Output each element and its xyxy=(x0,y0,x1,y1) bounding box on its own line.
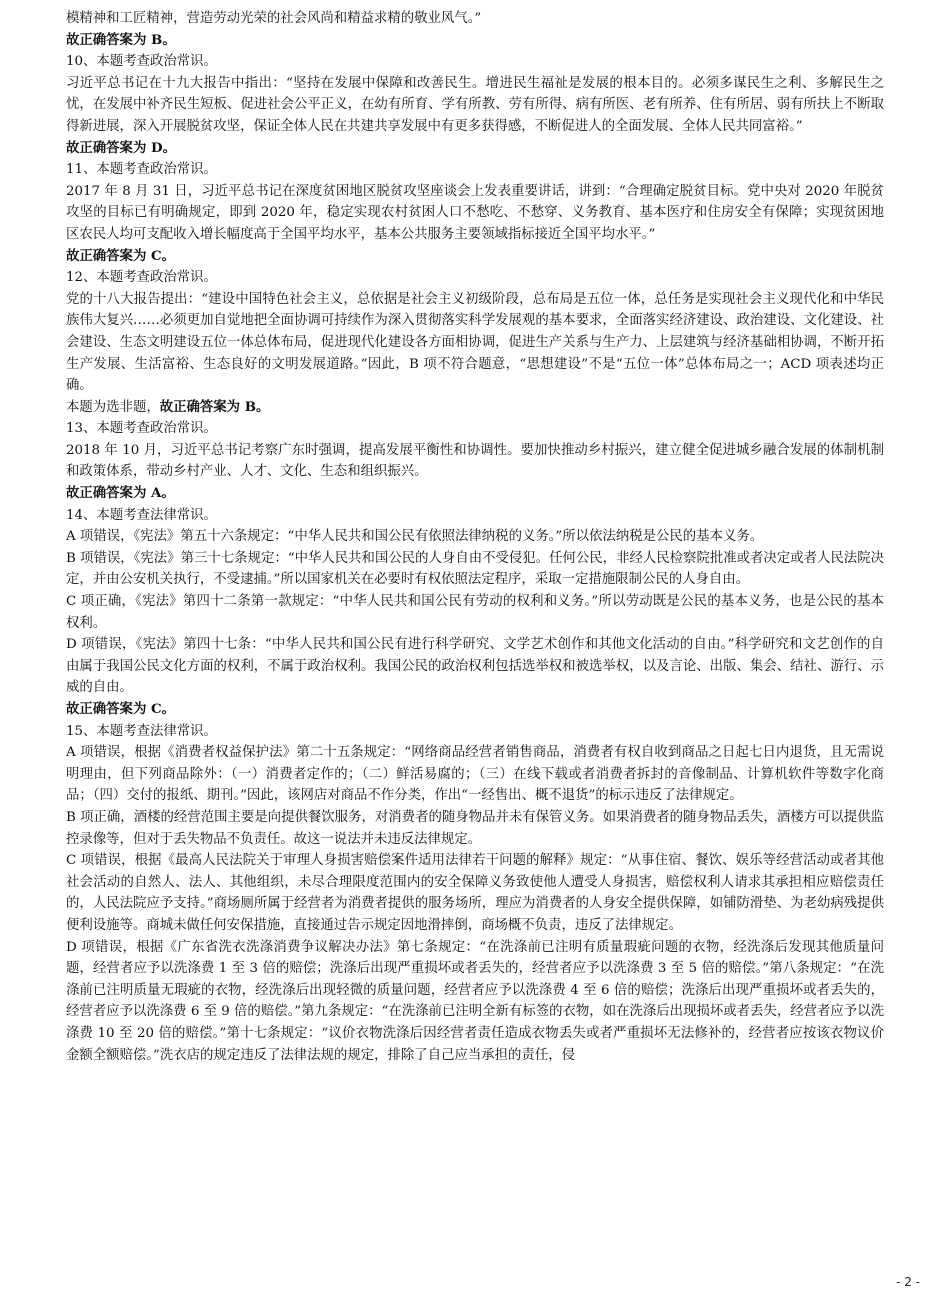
answer-line: 故正确答案为 C。 xyxy=(66,701,176,717)
answer-text: 故正确答案为 B。 xyxy=(159,398,270,415)
answer-line: 故正确答案为 D。 xyxy=(66,139,177,156)
paragraph: 2018 年 10 月，习近平总书记考察广东时强调，提高发展平衡性和协调性。要加快推动乡村振兴，建立健全促进城乡融合发展的体制机制和政策体系，带动乡村产业、人才、文化、生态和组织振兴。 xyxy=(66,442,884,480)
paragraph: B 项正确，酒楼的经营范围主要是向提供餐饮服务，对消费者的随身物品并未有保管义务。如果消费者的随身物品丢失，酒楼方可以提供监控录像等，但对于丢失物品不负责任。故这一说法并未违反法律规定。 xyxy=(66,809,884,847)
paragraph: A 项错误，《宪法》第五十六条规定：“中华人民共和国公民有依照法律纳税的义务。”所以依法纳税是公民的基本义务。 xyxy=(66,529,764,545)
paragraph: C 项错误，根据《最高人民法院关于审理人身损害赔偿案件适用法律若干问题的解释》规定：“从事住宿、餐饮、娱乐等经营活动或者其他社会活动的自然人、法人、其他组织，未尽合理限度范围内的安全保障义务致使他人遭受人身损害，赔偿权利人请求其承担相应赔偿责任的，人民法院应予支持。”商场厕所属于经营者为消费者提供的服务场所，理应为消费者的人身安全提供保障，如铺防滑垫、为老幼病残提供便利设施等。商城未做任何安保措施，直接通过告示规定因地滑摔倒，商场概不负责，违反了法律规定。 xyxy=(66,853,884,933)
paragraph: 10、本题考查政治常识。 xyxy=(66,54,217,70)
document-body xyxy=(66,8,884,1066)
paragraph: A 项错误，根据《消费者权益保护法》第二十五条规定：“网络商品经营者销售商品，消费者有权自收到商品之日起七日内退货，且无需说明理由，但下列商品除外：（一）消费者定作的；（二）鲜活易腐的；（三）在线下载或者消费者拆封的音像制品、计算机软件等数字化商品；（四）交付的报纸、期刊。”因此，该网店对商品不作分类，作出“一经售出、概不退货”的标示违反了法律规定。 xyxy=(66,745,884,804)
paragraph: 11、本题考查政治常识。 xyxy=(66,162,217,178)
answer-line: 故正确答案为 A。 xyxy=(66,485,175,502)
paragraph: 党的十八大报告提出：“建设中国特色社会主义，总依据是社会主义初级阶段，总布局是五位一体，总任务是实现社会主义现代化和中华民族伟大复兴……必须更加自觉地把全面协调可持续作为深入贯彻落实科学发展观的基本要求，全面落实经济建设、政治建设、文化建设、社会建设、生态文明建设五位一体总体布局，促进现代化建设各方面相协调，促进生产关系与生产力、上层建筑与经济基础相协调，不断开拓生产发展、生活富裕、生态良好的文明发展道路。”因此，B 项不符合题意，“思想建设”不是“五位一体”总体布局之一；ACD 项表述均正确。 xyxy=(66,291,884,394)
answer-line: 故正确答案为 B。 xyxy=(66,31,176,48)
answer-line xyxy=(66,397,884,419)
paragraph: 15、本题考查法律常识。 xyxy=(66,723,217,739)
paragraph: B 项错误，《宪法》第三十七条规定：“中华人民共和国公民的人身自由不受侵犯。任何公民，非经人民检察院批准或者决定或者人民法院决定，并由公安机关执行，不受逮捕。”所以国家机关在必要时有权依照法定程序，采取一定措施限制公民的人身自由。 xyxy=(66,550,884,588)
paragraph: 习近平总书记在十九大报告中指出：“坚持在发展中保障和改善民生。增进民生福祉是发展的根本目的。必须多谋民生之利、多解民生之忧，在发展中补齐民生短板、促进社会公平正义，在幼有所育、学有所教、劳有所得、病有所医、老有所养、住有所居、弱有所扶上不断取得新进展，深入开展脱贫攻坚，保证全体人民在共建共享发展中有更多获得感，不断促进人的全面发展、全体人民共同富裕。” xyxy=(66,75,884,134)
answer-line: 故正确答案为 C。 xyxy=(66,247,176,264)
paragraph: 14、本题考查法律常识。 xyxy=(66,507,217,523)
paragraph: 2017 年 8 月 31 日，习近平总书记在深度贫困地区脱贫攻坚座谈会上发表重要讲话，讲到：“合理确定脱贫目标。党中央对 2020 年脱贫攻坚的目标已有明确规定，即到 2020 年，稳定实现农村贫困人口不愁吃、不愁穿、义务教育、基本医疗和住房安全有保障；实现贫困地区农民人均可支配收入增长幅度高于全国平均水平，基本公共服务主要领域指标接近全国平均水平。” xyxy=(66,183,884,242)
paragraph: 模精神和工匠精神，营造劳动光荣的社会风尚和精益求精的敬业风气。” xyxy=(66,11,482,26)
paragraph: 12、本题考查政治常识。 xyxy=(66,270,217,286)
page-number: - 2 - xyxy=(896,1275,920,1289)
paragraph: 13、本题考查政治常识。 xyxy=(66,421,217,437)
paragraph: C 项正确，《宪法》第四十二条第一款规定：“中华人民共和国公民有劳动的权利和义务。”所以劳动既是公民的基本义务，也是公民的基本权利。 xyxy=(66,594,884,631)
paragraph: D 项错误，《宪法》第四十七条：“中华人民共和国公民有进行科学研究、文学艺术创作和其他文化活动的自由。”科学研究和文艺创作的自由属于我国公民文化方面的权利，不属于政治权利。我国公民的政治权利包括选举权和被选举权，以及言论、出版、集会、结社、游行、示威的自由。 xyxy=(66,637,884,696)
answer-prefix: 本题为选非题， xyxy=(66,399,160,415)
paragraph: D 项错误，根据《广东省洗衣洗涤消费争议解决办法》第七条规定：“在洗涤前已注明有质量瑕疵问题的衣物，经洗涤后发现其他质量问题，经营者应予以洗涤费 1 至 3 倍的赔偿；洗涤后出现严重损坏或者丢失的，经营者应予以洗涤费 3 至 5 倍的赔偿。”第八条规定：“在洗涤前已注明质量无瑕疵的衣物，经洗涤后出现轻微的质量问题，经营者应予以洗涤费 4 至 6 倍的赔偿；洗涤后出现严重损坏或者丢失的，经营者应予以洗涤费 6 至 9 倍的赔偿。”第九条规定：“在洗涤前已注明全新有标签的衣物，如在洗涤后出现损坏或者丢失，经营者应予以洗涤费 10 至 20 倍的赔偿。”第十七条规定：“议价衣物洗涤后因经营者责任造成衣物丢失或者严重损坏无法修补的，经营者应按该衣物议价金额全额赔偿。”洗衣店的规定违反了法律法规的规定，排除了自己应当承担的责任，侵 xyxy=(66,939,884,1063)
